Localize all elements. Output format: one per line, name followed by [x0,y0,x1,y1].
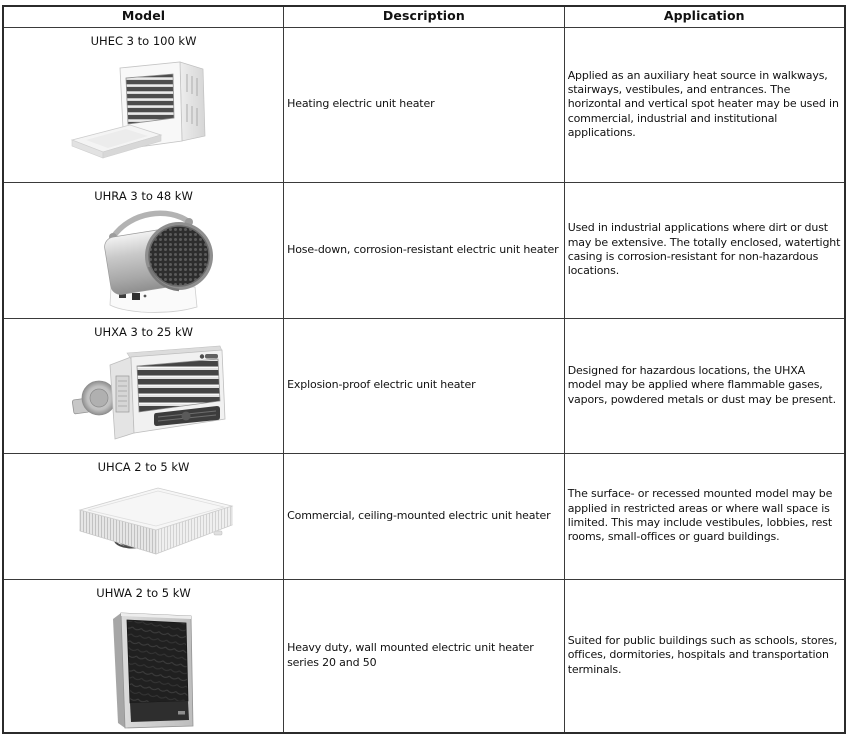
description-cell [284,453,565,579]
table-row [3,182,845,318]
application-text: Used in industrial applications where dirt or dust may be extensive. The totally enclosed, watertight casing is corrosion-resistant for non-hazardous locations. [567,221,841,278]
application-cell [564,182,845,318]
description-cell [284,318,565,453]
table-row [3,453,845,579]
model-cell-uhca [3,453,284,579]
description-cell [284,27,565,182]
uhec-product-image [68,52,238,170]
uhxa-product-image [70,343,235,447]
application-cell [564,579,845,733]
table-row [3,579,845,733]
model-label: UHXA 3 to 25 kW [94,324,194,339]
description-text: Commercial, ceiling-mounted electric unit heater [287,508,551,522]
model-cell-uhec [3,27,284,182]
application-cell [564,27,845,182]
model-label: UHWA 2 to 5 kW [96,585,191,600]
column-header-description: Description [284,6,565,27]
model-cell-uhra [3,182,284,318]
description-text: Hose-down, corrosion-resistant electric unit heater [287,242,559,256]
uhca-product-image [68,478,238,574]
application-cell [564,453,845,579]
model-label: UHCA 2 to 5 kW [97,459,190,474]
application-text: Applied as an auxiliary heat source in walkways, stairways, vestibules, and entrances. The horizontal and vertical spot heater may be used in commercial, industrial and institutional applications. [567,68,839,139]
model-cell-uhxa [3,318,284,453]
catalog-page [2,5,846,734]
table-row [3,27,845,182]
description-cell [284,182,565,318]
application-cell [564,318,845,453]
header-row [3,6,845,27]
application-text: The surface- or recessed mounted model may be applied in restricted areas or where wall space is limited. This may include vestibules, lobbies, rest rooms, small-offices or guard buildings. [567,487,833,544]
model-cell-uhwa [3,579,284,733]
application-text: Suited for public buildings such as schools, stores, offices, dormitories, hospitals and transportation terminals. [567,634,838,676]
column-header-application: Application [564,6,845,27]
uhra-product-image [83,207,223,317]
heater-models-table [2,5,846,734]
uhwa-product-image [100,604,205,732]
description-text: Heating electric unit heater [287,97,435,111]
table-row [3,318,845,453]
column-header-model: Model [3,6,284,27]
model-label: UHEC 3 to 100 kW [90,33,197,48]
description-text: Heavy duty, wall mounted electric unit heater series 20 and 50 [287,641,534,669]
application-text: Designed for hazardous locations, the UHXA model may be applied where flammable gases, vapors, powdered metals or dust may be present. [567,364,836,406]
model-label: UHRA 3 to 48 kW [94,188,193,203]
description-cell [284,579,565,733]
description-text: Explosion-proof electric unit heater [287,378,476,392]
